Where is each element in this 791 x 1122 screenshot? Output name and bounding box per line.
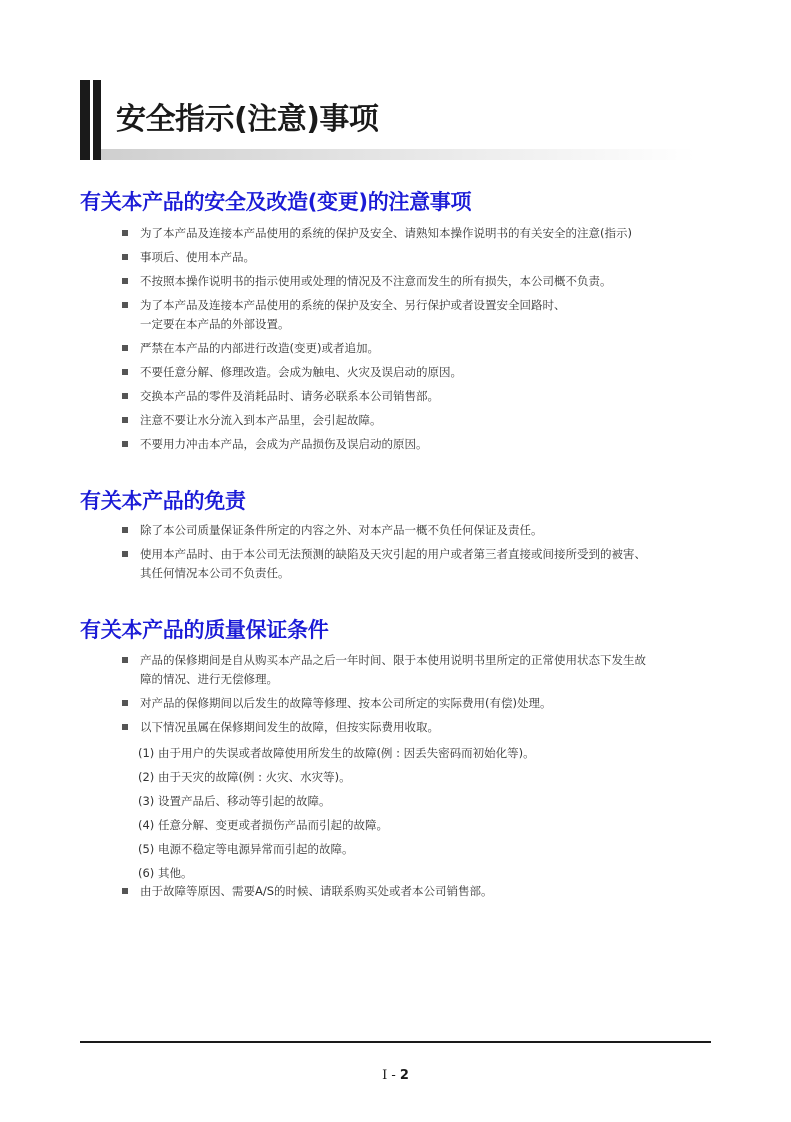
list-item: 除了本公司质量保证条件所定的内容之外、对本产品一概不负任何保证及责任。 xyxy=(122,521,682,540)
list-item: 产品的保修期间是自从购买本产品之后一年时间、限于本使用说明书里所定的正常使用状态下发生故 障的情况、进行无偿修理。 xyxy=(122,651,682,689)
title-block xyxy=(80,80,695,160)
section-title: 有关本产品的免责 xyxy=(80,489,246,513)
bullet-icon xyxy=(122,551,128,557)
bullet-icon xyxy=(122,254,128,260)
title-underline-gradient xyxy=(101,149,695,160)
list-item: 由于故障等原因、需要A/S的时候、请联系购买处或者本公司销售部。 xyxy=(122,882,682,901)
list-item: 以下情况虽属在保修期间发生的故障，但按实际费用收取。 xyxy=(122,718,682,737)
list-item: 注意不要让水分流入到本产品里，会引起故障。 xyxy=(122,411,682,430)
warranty-final-list xyxy=(122,882,682,901)
list-item: 为了本产品及连接本产品使用的系统的保护及安全、请熟知本操作说明书的有关安全的注意(指示) xyxy=(122,224,682,243)
list-item: 对产品的保修期间以后发生的故障等修理、按本公司所定的实际费用(有偿)处理。 xyxy=(122,694,682,713)
section-safety xyxy=(80,186,720,216)
bullet-icon xyxy=(122,417,128,423)
warranty-list xyxy=(122,651,682,737)
list-item: (1) 由于用户的失误或者故障使用所发生的故障(例 : 因丢失密码而初始化等)。 xyxy=(138,746,535,760)
bullet-icon xyxy=(122,888,128,894)
list-item: 事项后、使用本产品。 xyxy=(122,248,682,267)
section-title: 有关本产品的安全及改造(变更)的注意事项 xyxy=(80,190,472,214)
bullet-icon xyxy=(122,724,128,730)
safety-list xyxy=(122,224,682,454)
list-item: 交换本产品的零件及消耗品时、请务必联系本公司销售部。 xyxy=(122,387,682,406)
list-item: 不要用力冲击本产品，会成为产品损伤及误启动的原因。 xyxy=(122,435,682,454)
title-bar-decoration xyxy=(93,80,101,160)
list-item: (4) 任意分解、变更或者损伤产品而引起的故障。 xyxy=(138,818,388,832)
warranty-exception-list xyxy=(138,744,698,883)
list-item: 不要任意分解、修理改造。会成为触电、火灾及误启动的原因。 xyxy=(122,363,682,382)
bullet-icon xyxy=(122,302,128,308)
page-title: 安全指示(注意)事项 xyxy=(116,102,379,137)
list-item: 使用本产品时、由于本公司无法预测的缺陷及天灾引起的用户或者第三者直接或间接所受到的被害、 其任何情况本公司不负责任。 xyxy=(122,545,682,583)
bullet-icon xyxy=(122,369,128,375)
bullet-icon xyxy=(122,230,128,236)
bullet-icon xyxy=(122,700,128,706)
bullet-icon xyxy=(122,345,128,351)
list-item: 不按照本操作说明书的指示使用或处理的情况及不注意而发生的所有损失，本公司概不负责。 xyxy=(122,272,682,291)
section-disclaimer xyxy=(80,485,720,515)
list-item: (3) 设置产品后、移动等引起的故障。 xyxy=(138,794,331,808)
bullet-icon xyxy=(122,527,128,533)
footer-divider xyxy=(80,1041,711,1043)
list-item: (2) 由于天灾的故障(例 : 火灾、水灾等)。 xyxy=(138,770,351,784)
list-item: 为了本产品及连接本产品使用的系统的保护及安全、另行保护或者设置安全回路时、 一定要在本产品的外部设置。 xyxy=(122,296,682,334)
list-item: (5) 电源不稳定等电源异常而引起的故障。 xyxy=(138,842,354,856)
title-bar-decoration xyxy=(80,80,90,160)
bullet-icon xyxy=(122,278,128,284)
page-number: I - 2 xyxy=(382,1068,409,1083)
section-title: 有关本产品的质量保证条件 xyxy=(80,618,329,642)
bullet-icon xyxy=(122,441,128,447)
section-warranty xyxy=(80,614,720,644)
bullet-icon xyxy=(122,393,128,399)
list-item: (6) 其他。 xyxy=(138,866,193,880)
disclaimer-list xyxy=(122,521,682,583)
bullet-icon xyxy=(122,657,128,663)
list-item: 严禁在本产品的内部进行改造(变更)或者追加。 xyxy=(122,339,682,358)
